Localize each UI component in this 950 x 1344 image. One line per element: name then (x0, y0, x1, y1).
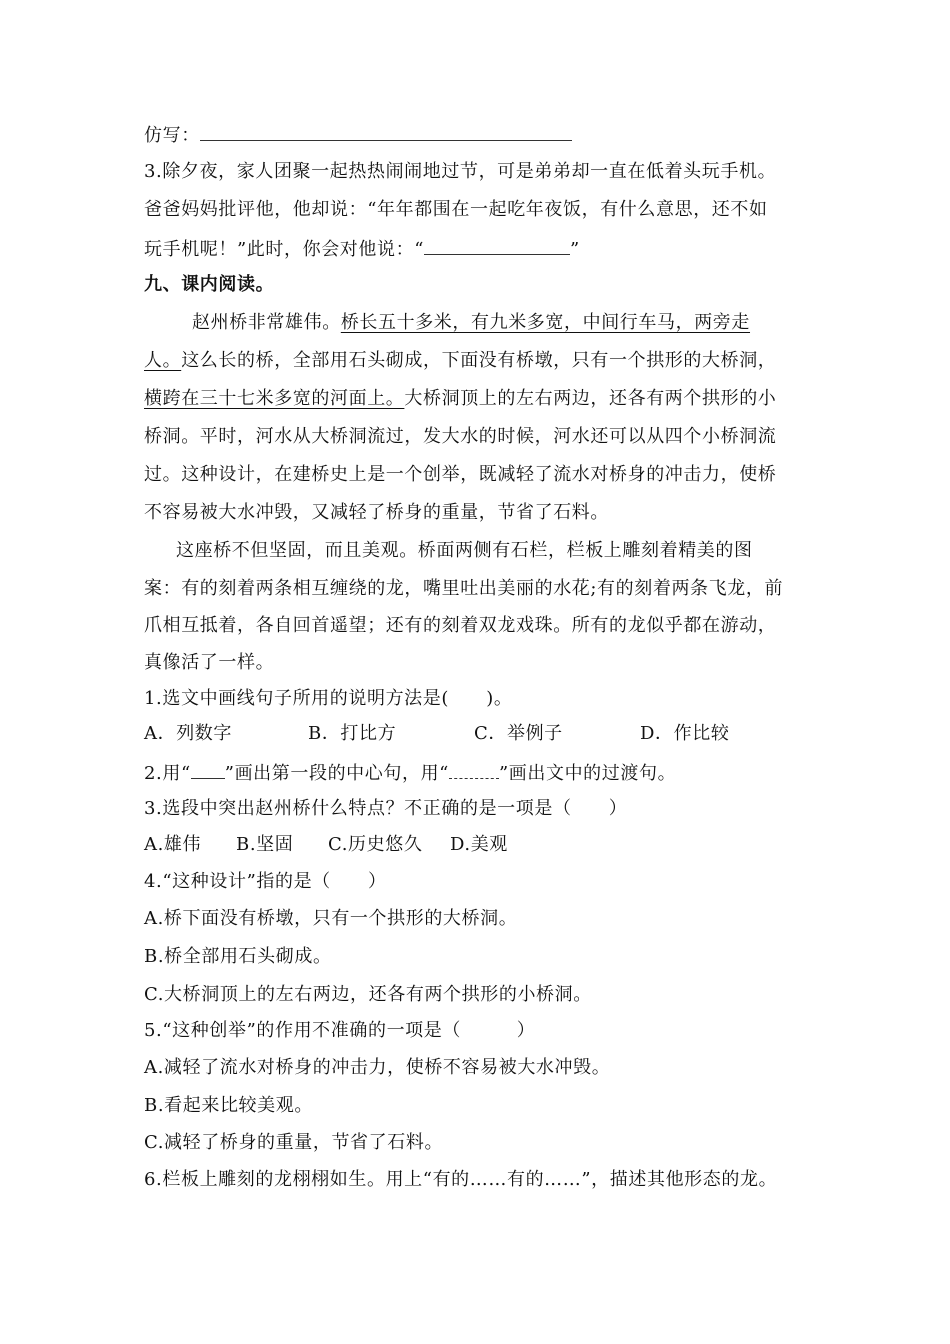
p1-line3 (144, 387, 804, 411)
p2-line1: 这座桥不但坚固，而且美观。桥面两侧有石栏，栏板上雕刻着精美的图 (176, 540, 753, 561)
q2-text-a: 2.用“ (144, 763, 191, 784)
q3-option-d[interactable]: D.美观 (450, 834, 508, 855)
q1-option-c[interactable]: C．举例子 (474, 723, 563, 744)
imitate-answer-blank[interactable] (200, 122, 572, 141)
q4-text: 4.“这种设计”指的是（ ） (144, 871, 387, 892)
q3-prompt-line2: 爸爸妈妈批评他，他却说：“年年都围在一起吃年夜饭，有什么意思，还不如 (144, 199, 768, 220)
p2-line4: 真像活了一样。 (144, 652, 275, 673)
q3-text: 3.选段中突出赵州桥什么特点？不正确的是一项是（ ） (144, 798, 628, 819)
p1-line6: 不容易被大水冲毁，又减轻了桥身的重量，节省了石料。 (144, 502, 609, 523)
p1-line5: 过。这种设计，在建桥史上是一个创举，既减轻了流水对桥身的冲击力，使桥 (144, 464, 777, 485)
p1-line4: 桥洞。平时，河水从大桥洞流过，发大水的时候，河水还可以从四个小桥洞流 (144, 426, 777, 447)
section9-heading: 九、课内阅读。 (144, 274, 275, 295)
q4-option-b[interactable]: B.桥全部用石头砌成。 (144, 946, 332, 967)
q3-prompt-line3 (144, 236, 804, 262)
p1-text-2: 这么长的桥，全部用石头砌成，下面没有桥墩，只有一个拱形的大桥洞， (181, 350, 777, 371)
p1-center-sentence: 赵州桥非常雄伟。 (192, 312, 341, 333)
p1-underlined-1: 桥长五十多米，有九米多宽，中间行车马，两旁走 (340, 312, 751, 333)
q3-option-c[interactable]: C.历史悠久 (328, 834, 423, 855)
q2-text-c: ”画出文中的过渡句。 (498, 763, 677, 784)
q3-option-b[interactable]: B.坚固 (236, 834, 294, 855)
q2-line (144, 760, 804, 786)
q3-prompt-line1: 3.除夕夜，家人团聚一起热热闹闹地过节，可是弟弟却一直在低着头玩手机。 (144, 161, 777, 182)
q1-option-d[interactable]: D．作比较 (640, 723, 730, 744)
imitate-label: 仿写： (144, 125, 200, 146)
p1-line2 (144, 349, 804, 373)
q5-option-c[interactable]: C.减轻了桥身的重量，节省了石料。 (144, 1132, 444, 1153)
q4-option-a[interactable]: A.桥下面没有桥墩，只有一个拱形的大桥洞。 (144, 908, 518, 929)
q3-close-quote: ” (570, 239, 580, 260)
q3-answer-blank[interactable] (424, 236, 570, 255)
q1-text: 1.选文中画线句子所用的说明方法是( )。 (144, 688, 513, 709)
q3-option-a[interactable]: A.雄伟 (144, 834, 202, 855)
p2-line2: 案：有的刻着两条相互缠绕的龙，嘴里吐出美丽的水花;有的刻着两条飞龙，前 (144, 578, 784, 599)
imitate-writing-line (144, 122, 804, 148)
q1-option-a[interactable]: A．列数字 (144, 723, 232, 744)
q5-text: 5.“这种创举”的作用不准确的一项是（ ） (144, 1020, 536, 1041)
q2-solid-line-sample (191, 760, 225, 779)
q5-option-b[interactable]: B.看起来比较美观。 (144, 1095, 313, 1116)
q6-text: 6.栏板上雕刻的龙栩栩如生。用上“有的……有的……”，描述其他形态的龙。 (144, 1169, 778, 1190)
p1-underlined-3: 横跨在三十七米多宽的河面上。 (144, 388, 405, 409)
q1-option-b[interactable]: B．打比方 (308, 723, 397, 744)
q2-text-b: ”画出第一段的中心句，用“ (224, 763, 449, 784)
q5-option-a[interactable]: A.减轻了流水对桥身的冲击力，使桥不容易被大水冲毁。 (144, 1057, 611, 1078)
p1-text-3: 大桥洞顶上的左右两边，还各有两个拱形的小 (404, 388, 777, 409)
q2-dashed-line-sample (449, 760, 499, 779)
q4-option-c[interactable]: C.大桥洞顶上的左右两边，还各有两个拱形的小桥洞。 (144, 984, 592, 1005)
q3-prompt-text: 玩手机呢！”此时，你会对他说：“ (144, 239, 425, 260)
p2-line3: 爪相互抵着，各自回首遥望；还有的刻着双龙戏珠。所有的龙似乎都在游动， (144, 615, 777, 636)
p1-underlined-2: 人。 (144, 350, 182, 371)
p1-line1 (192, 311, 852, 335)
